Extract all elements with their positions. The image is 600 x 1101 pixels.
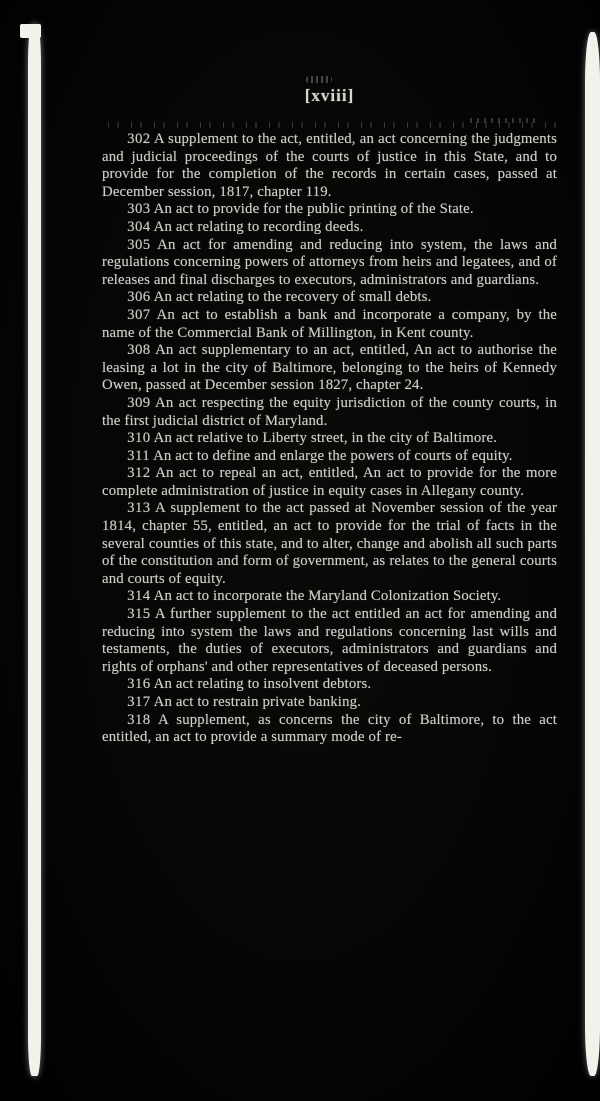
act-entry xyxy=(102,342,557,395)
act-number: 318 xyxy=(127,711,151,728)
act-text: A supplement to the act passed at November session of the year 1814, chapter 55, entitled, an act to provide for the trial of facts in the several counties of this state, and to alter, change and abolish all such parts of the constitution and form of government, as relates to the general courts and courts of equity. xyxy=(102,500,557,587)
act-entry xyxy=(102,676,557,694)
act-entry xyxy=(102,448,557,466)
act-number: 304 xyxy=(127,218,151,235)
act-number: 307 xyxy=(127,306,151,323)
act-text: An act to provide for the public printing of the State. xyxy=(153,201,474,218)
act-text: An act supplementary to an act, entitled, An act to authorise the leasing a lot in the city of Baltimore, belonging to the heirs of Kennedy Owen, passed at December session 1827, chapter 24. xyxy=(102,342,557,394)
page-number-marker: [xviii] xyxy=(304,86,355,105)
act-text: An act to incorporate the Maryland Colonization Society. xyxy=(153,588,502,605)
act-number: 303 xyxy=(127,201,151,218)
act-entry xyxy=(102,201,557,219)
act-text: An act relating to recording deeds. xyxy=(153,218,364,235)
act-number: 313 xyxy=(127,500,151,517)
act-number: 310 xyxy=(127,430,151,447)
act-text: An act to restrain private banking. xyxy=(153,694,362,710)
act-text: An act relating to insolvent debtors. xyxy=(153,676,372,693)
act-entry xyxy=(102,131,557,201)
act-entry xyxy=(102,430,557,448)
act-text: An act for amending and reducing into system, the laws and regulations concerning powers of attorneys from heirs and legatees, and of releases and final discharges to executors, administrators and guardians. xyxy=(102,236,557,288)
act-entry xyxy=(102,712,557,747)
act-entry xyxy=(102,694,557,712)
act-number: 309 xyxy=(127,394,151,411)
act-text: An act relative to Liberty street, in the city of Baltimore. xyxy=(153,430,498,447)
act-number: 316 xyxy=(127,676,151,693)
act-entry xyxy=(102,465,557,500)
act-text: A further supplement to the act entitled an act for amending and reducing into system the laws and regulations concerning last wills and testaments, the duties of executors, administrators and guardians and rights of orphans' and other representatives of deceased persons. xyxy=(102,606,557,675)
act-entry xyxy=(102,237,557,290)
act-text: A supplement to the act, entitled, an act concerning the judgments and judicial proceedings of the courts of justice in this State, and to provide for the completion of the records in certain cases, passed at December session, 1817, chapter 119. xyxy=(102,131,557,200)
act-number: 317 xyxy=(127,694,151,710)
act-number: 312 xyxy=(127,465,151,482)
act-number: 302 xyxy=(127,131,151,147)
act-entry xyxy=(102,588,557,606)
act-text: An act respecting the equity jurisdiction of the county courts, in the first judicial district of Maryland. xyxy=(102,394,557,429)
act-text: A supplement, as concerns the city of Baltimore, to the act entitled, an act to provide a summary mode of re- xyxy=(102,711,557,746)
act-entry xyxy=(102,500,557,588)
act-entry xyxy=(102,219,557,237)
act-text: An act relating to the recovery of small debts. xyxy=(153,289,432,306)
act-number: 314 xyxy=(127,588,151,605)
act-number: 315 xyxy=(127,606,151,623)
act-number: 305 xyxy=(127,236,151,253)
right-page-edge xyxy=(585,32,600,1076)
act-entry xyxy=(102,289,557,307)
act-list xyxy=(102,131,557,747)
act-entry xyxy=(102,307,557,342)
left-page-edge xyxy=(28,24,41,1076)
act-number: 311 xyxy=(127,447,151,464)
act-entry xyxy=(102,606,557,676)
act-entry xyxy=(102,395,557,430)
act-number: 306 xyxy=(127,289,151,306)
act-text: An act to establish a bank and incorporate a company, by the name of the Commercial Bank of Millington, in Kent county. xyxy=(102,306,557,341)
act-text: An act to define and enlarge the powers of courts of equity. xyxy=(153,447,513,464)
act-number: 308 xyxy=(127,342,151,359)
act-text: An act to repeal an act, entitled, An act to provide for the more complete administration of justice in equity cases in Allegany county. xyxy=(102,465,557,499)
